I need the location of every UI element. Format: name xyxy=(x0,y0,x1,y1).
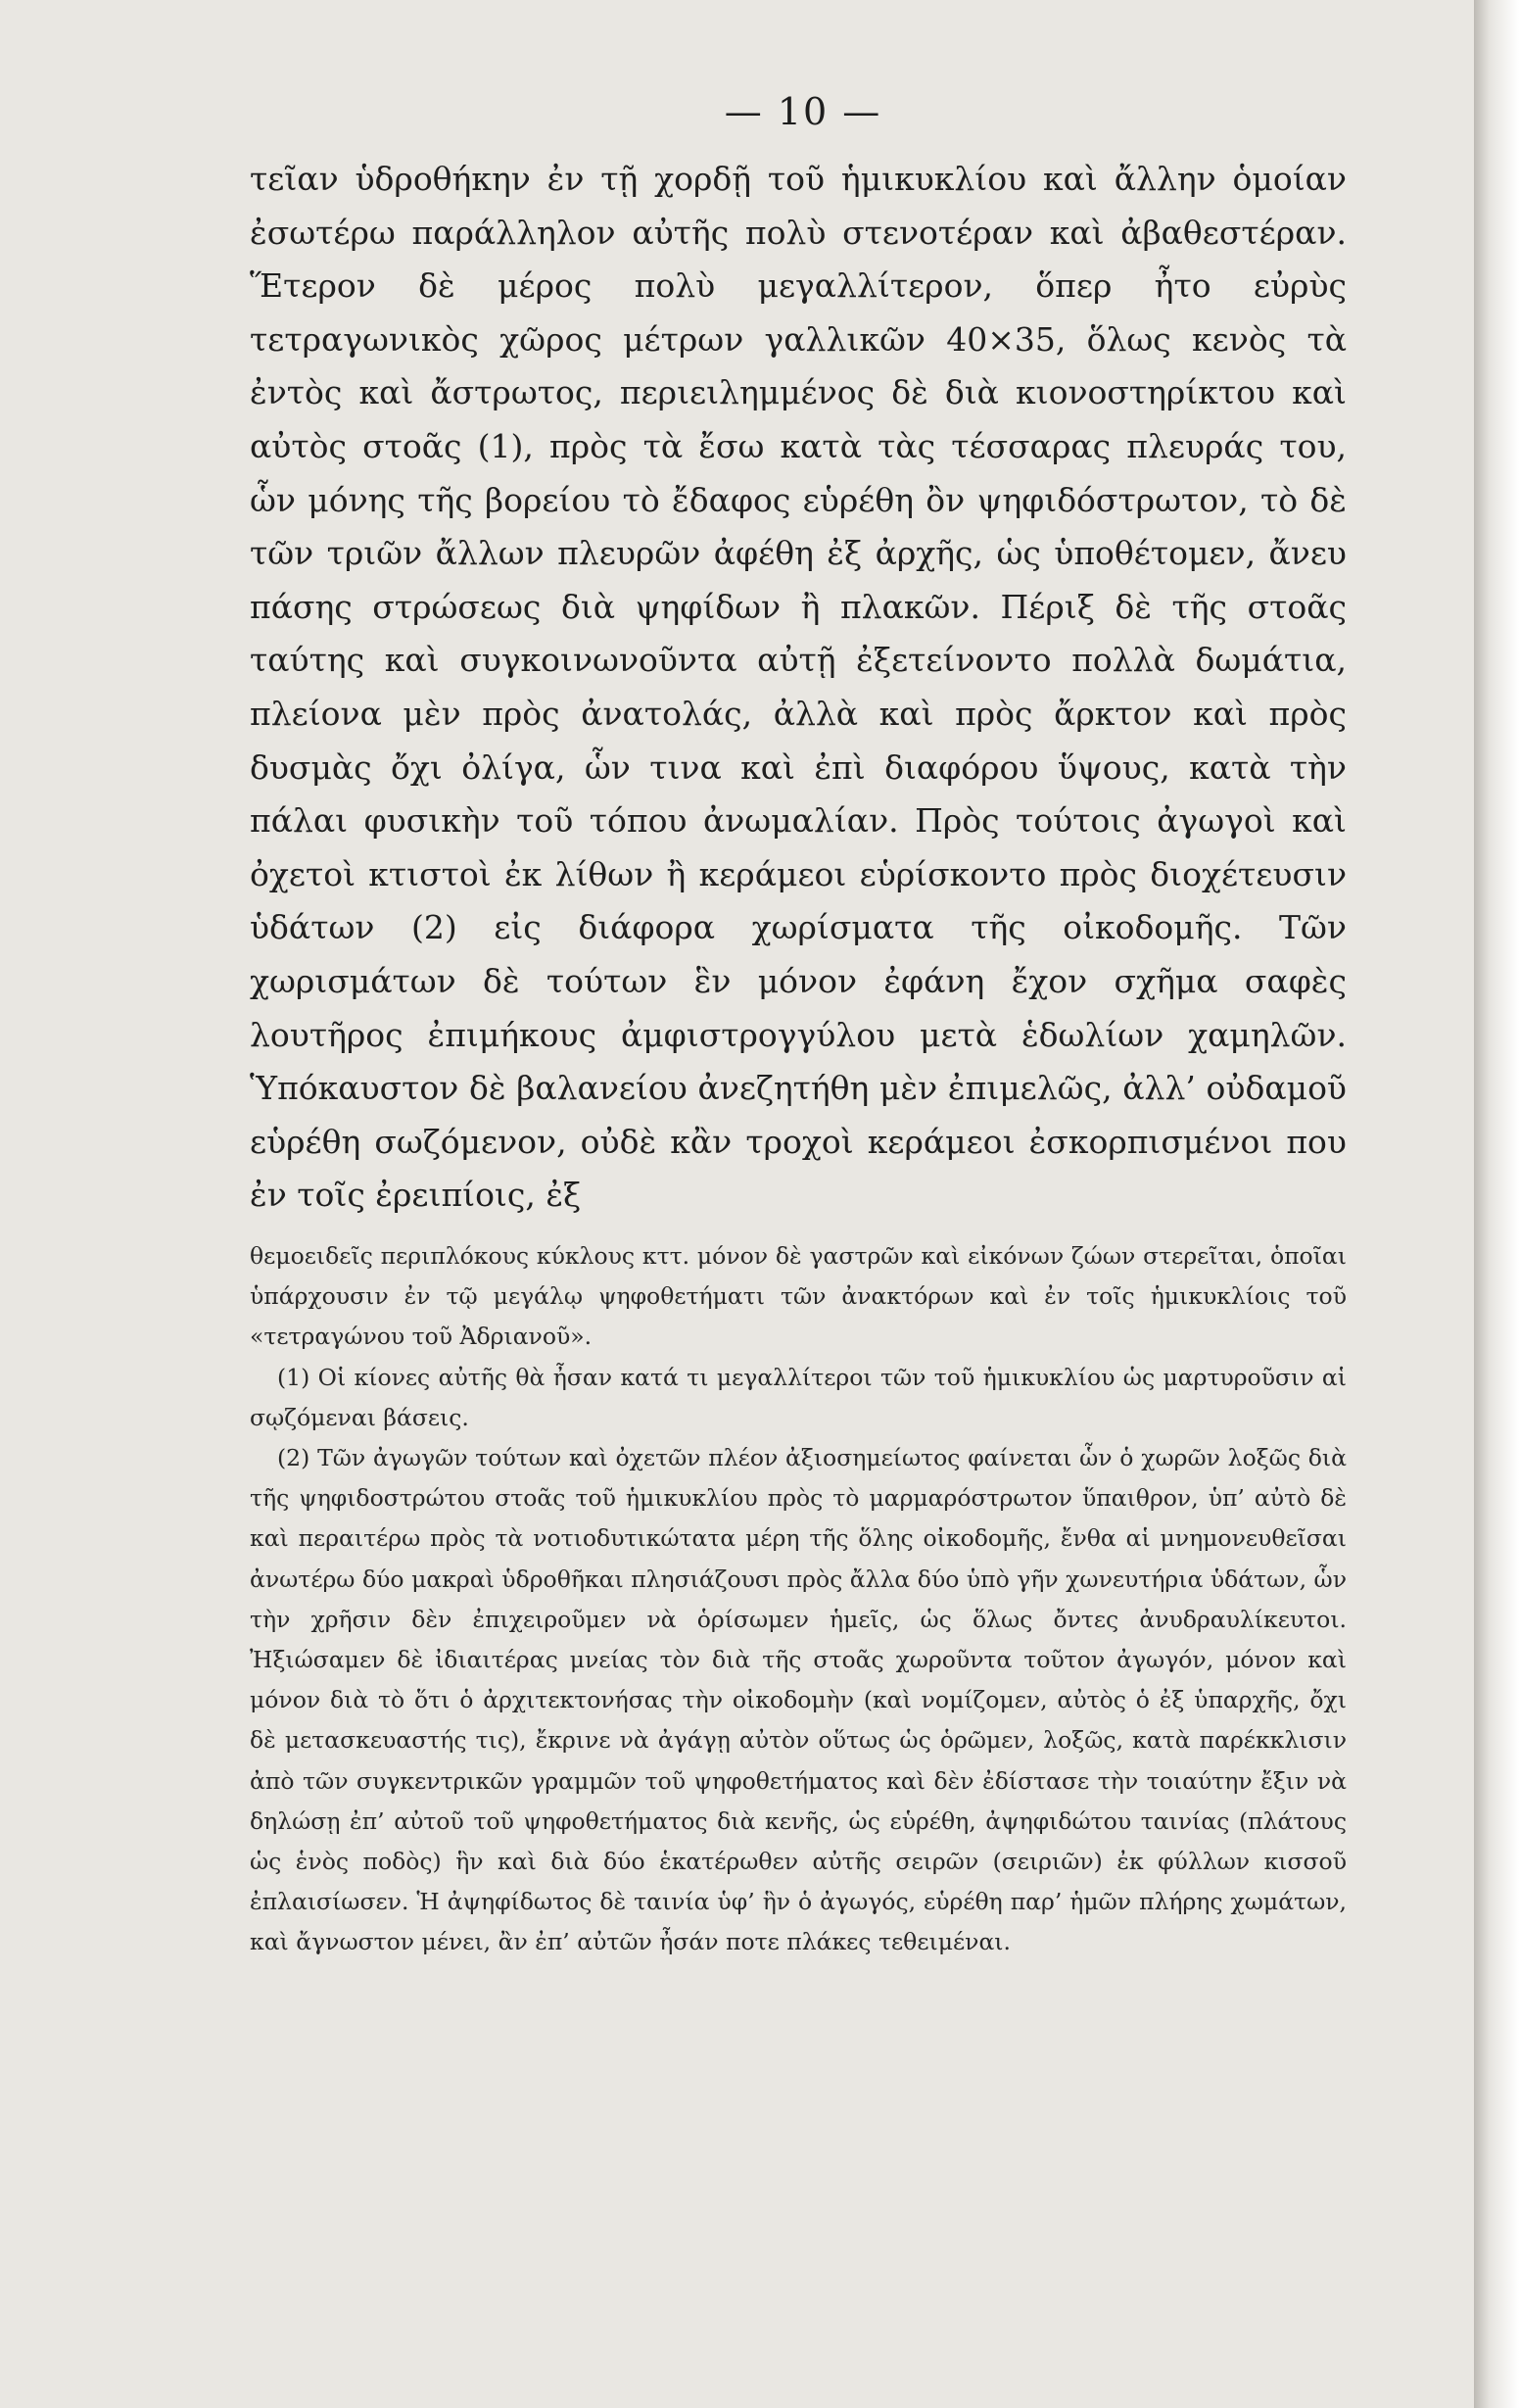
footnote-1: (1) Οἱ κίονες αὐτῆς θὰ ἦσαν κατά τι μεγαλλίτεροι τῶν τοῦ ἡμικυκλίου ὡς μαρτυροῦσιν αἱ σῳζόμεναι βάσεις. xyxy=(250,1363,1347,1431)
main-text: τεῖαν ὑδροθήκην ἐν τῇ χορδῇ τοῦ ἡμικυκλίου καὶ ἄλλην ὁμοίαν ἐσωτέρω παράλληλον αὐτῆς πολὺ στενοτέραν καὶ ἀβαθεστέραν. Ἕτερον δὲ μέρος πολὺ μεγαλλίτερον, ὅπερ ἦτο εὐρὺς τετραγωνικὸς χῶρος μέτρων γαλλικῶν 40×35, ὅλως κενὸς τὰ ἐντὸς καὶ ἄστρωτος, περιειλημμένος δὲ διὰ κιονοστηρίκτου καὶ αὐτὸς στοᾶς (1), πρὸς τὰ ἔσω κατὰ τὰς τέσσαρας πλευράς του, ὧν μόνης τῆς βορείου τὸ ἔδαφος εὑρέθη ὂν ψηφιδόστρωτον, τὸ δὲ τῶν τριῶν ἄλλων πλευρῶν ἀφέθη ἐξ ἀρχῆς, ὡς ὑποθέτομεν, ἄνευ πάσης στρώσεως διὰ ψηφίδων ἢ πλακῶν. Πέριξ δὲ τῆς στοᾶς ταύτης καὶ συγκοινωνοῦντα αὐτῇ ἐξετείνοντο πολλὰ δωμάτια, πλείονα μὲν πρὸς ἀνατολάς, ἀλλὰ καὶ πρὸς ἄρκτον καὶ πρὸς δυσμὰς ὄχι ὀλίγα, ὧν τινα καὶ ἐπὶ διαφόρου ὕψους, κατὰ τὴν πάλαι φυσικὴν τοῦ τόπου ἀνωμαλίαν. Πρὸς τούτοις ἀγωγοὶ καὶ ὀχετοὶ κτιστοὶ ἐκ λίθων ἢ κεράμεοι εὑρίσκοντο πρὸς διοχέτευσιν ὑδάτων (2) εἰς διάφορα χωρίσματα τῆς οἰκοδομῆς. Τῶν χωρισμάτων δὲ τούτων ἓν μόνον ἐφάνη ἔχον σχῆμα σαφὲς λουτῆρος ἐπιμήκους ἀμφιστρογγύλου μετὰ ἑδωλίων χαμηλῶν. Ὑπόκαυστον δὲ βαλανείου ἀνεζητήθη μὲν ἐπιμελῶς, ἀλλ’ οὐδαμοῦ εὑρέθη σωζόμενον, οὐδὲ κἂν τροχοὶ κεράμεοι ἐσκορπισμένοι που ἐν τοῖς ἐρειπίοις, ἐξ xyxy=(250,160,1347,1215)
footnote-2: (2) Τῶν ἀγωγῶν τούτων καὶ ὀχετῶν πλέον ἀξιοσημείωτος φαίνεται ὧν ὁ χωρῶν λοξῶς διὰ τῆς ψηφιδοστρώτου στοᾶς τοῦ ἡμικυκλίου πρὸς τὸ μαρμαρόστρωτον ὕπαιθρον, ὑπ’ αὐτὸ δὲ καὶ περαιτέρω πρὸς τὰ νοτιοδυτικώτατα μέρη τῆς ὅλης οἰκοδομῆς, ἔνθα αἱ μνημονευθεῖσαι ἀνωτέρω δύο μακραὶ ὑδροθῆκαι πλησιάζουσι πρὸς ἄλλα δύο ὑπὸ γῆν χωνευτήρια ὑδάτων, ὧν τὴν χρῆσιν δὲν ἐπιχειροῦμεν νὰ ὁρίσωμεν ἡμεῖς, ὡς ὅλως ὄντες ἀνυδραυλίκευτοι. Ἠξιώσαμεν δὲ ἰδιαιτέρας μνείας τὸν διὰ τῆς στοᾶς χωροῦντα τοῦτον ἀγωγόν, μόνον καὶ μόνον διὰ τὸ ὅτι ὁ ἀρχιτεκτονήσας τὴν οἰκοδομὴν (καὶ νομίζομεν, αὐτὸς ὁ ἐξ ὑπαρχῆς, ὄχι δὲ μετασκευαστής τις), ἔκρινε νὰ ἀγάγῃ αὐτὸν οὕτως ὡς ὁρῶμεν, λοξῶς, κατὰ παρέκκλισιν ἀπὸ τῶν συγκεντρικῶν γραμμῶν τοῦ ψηφοθετήματος καὶ δὲν ἐδίστασε τὴν τοιαύτην ἔξιν νὰ δηλώσῃ ἐπ’ αὐτοῦ τοῦ ψηφοθετήματος διὰ κενῆς, ὡς εὑρέθη, ἀψηφιδώτου ταινίας (πλάτους ὡς ἑνὸς ποδὸς) ἣν καὶ διὰ δύο ἑκατέρωθεν αὐτῆς σειρῶν (σειριῶν) ἐκ φύλλων κισσοῦ ἐπλαισίωσεν. Ἡ ἀψηφίδωτος δὲ ταινία ὑφ’ ἣν ὁ ἀγωγός, εὑρέθη παρ’ ἡμῶν πλήρης χωμάτων, καὶ ἄγνωστον μένει, ἂν ἐπ’ αὐτῶν ἦσάν ποτε πλάκες τεθειμέναι. xyxy=(250,1444,1347,1956)
page-edge-shadow xyxy=(1474,0,1519,2408)
footnote-continuation: θεμοειδεῖς περιπλόκους κύκλους κττ. μόνον δὲ γαστρῶν καὶ εἰκόνων ζώων στερεῖται, ὁποῖαι ὑπάρχουσιν ἐν τῷ μεγάλῳ ψηφοθετήματι τῶν ἀνακτόρων καὶ ἐν τοῖς ἡμικυκλίοις τοῦ «τετραγώνου τοῦ Ἀδριανοῦ». xyxy=(250,1242,1347,1351)
footnotes xyxy=(250,1236,1347,1963)
page-number: — 10 — xyxy=(724,90,882,133)
